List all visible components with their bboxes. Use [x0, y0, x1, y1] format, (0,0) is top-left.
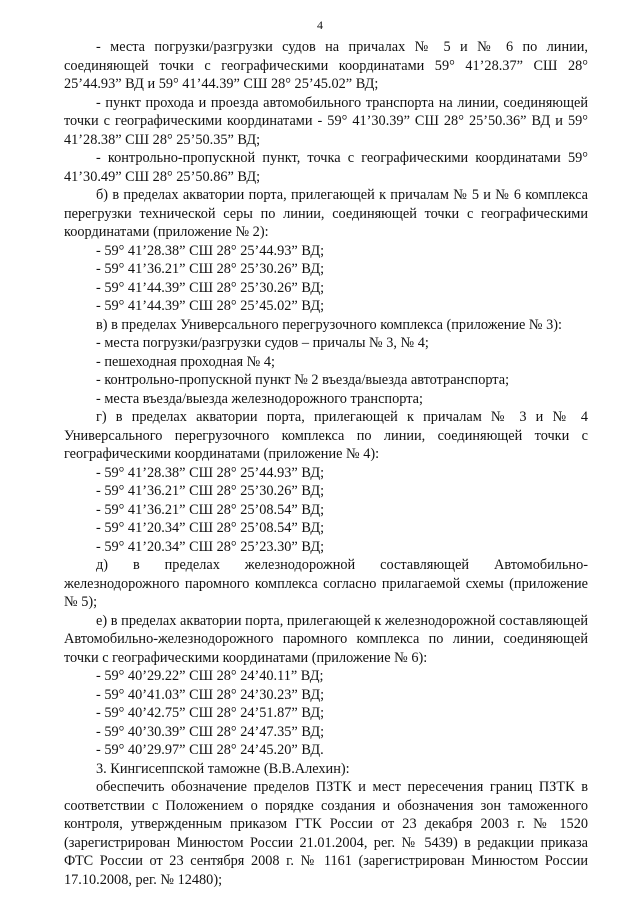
- paragraph: - места погрузки/разгрузки судов на причалах № 5 и № 6 по линии, соединяющей точки с географическими координатами 59° 41’28.37” СШ 28° 25’44.93” ВД и 59° 41’44.39” СШ 28° 25’45.02” ВД;: [64, 39, 588, 92]
- list-item: в) в пределах Универсального перегрузочного комплекса (приложение № 3):: [96, 316, 563, 333]
- list-item: - 59° 41’28.38” СШ 28° 25’44.93” ВД;: [96, 464, 325, 481]
- paragraph: е) в пределах акватории порта, прилегающей к железнодорожной составляющей Автомобильно-железнодорожного паромного комплекса по линии, соединяющей точки с географическими координатами (приложение № 6):: [64, 612, 588, 666]
- paragraph: д) в пределах железнодорожной составляющей Автомобильно-железнодорожного паромного комплекса согласно прилагаемой схемы (приложение № 5);: [64, 557, 588, 610]
- list-item: - 59° 41’20.34” СШ 28° 25’08.54” ВД;: [96, 520, 325, 536]
- paragraph: г) в пределах акватории порта, прилегающей к причалам № 3 и № 4 Универсального перегрузочного комплекса по линии, соединяющей точки с географическими координатами (приложение № 4):: [64, 409, 588, 462]
- paragraph: обеспечить обозначение пределов ПЗТК и мест пересечения границ ПЗТК в соответствии с Положением о порядке создания и обозначения зон таможенного контроля, утвержденным приказом ГТК России от 23 декабря 2003 г. № 1520 (зарегистрирован Минюстом России 21.01.2004, рег. № 5439) в редакции приказа ФТС России от 23 сентября 2008 г. № 1161 (зарегистрирован Минюстом России 17.10.2008, рег. № 12480);: [64, 779, 588, 888]
- list-item: 3. Кингисеппской таможне (В.В.Алехин):: [96, 760, 350, 777]
- list-item: - 59° 41’44.39” СШ 28° 25’30.26” ВД;: [96, 279, 325, 296]
- list-item: - 59° 40’30.39” СШ 28° 24’47.35” ВД;: [96, 723, 325, 740]
- list-item: - пешеходная проходная № 4;: [96, 353, 275, 370]
- list-item: - места погрузки/разгрузки судов – причалы № 3, № 4;: [96, 335, 429, 351]
- list-item: - 59° 41’44.39” СШ 28° 25’45.02” ВД;: [96, 298, 325, 314]
- list-item: - 59° 41’36.21” СШ 28° 25’08.54” ВД;: [96, 501, 325, 518]
- list-item: - 59° 40’41.03” СШ 28° 24’30.23” ВД;: [96, 686, 325, 703]
- list-item: - места въезда/выезда железнодорожного транспорта;: [96, 390, 423, 407]
- list-item: - 59° 41’28.38” СШ 28° 25’44.93” ВД;: [96, 242, 325, 259]
- paragraph: - пункт прохода и проезда автомобильного транспорта на линии, соединяющей точки с географическими координатами - 59° 41’30.39” СШ 28° 25’50.36” ВД и 59° 41’28.38” СШ 28° 25’50.35” ВД;: [64, 94, 588, 148]
- paragraph: - контрольно-пропускной пункт, точка с географическими координатами 59° 41’30.49” СШ 28° 25’50.86” ВД;: [64, 150, 588, 185]
- list-item: - контрольно-пропускной пункт № 2 въезда/выезда автотранспорта;: [96, 372, 510, 388]
- list-item: - 59° 41’36.21” СШ 28° 25’30.26” ВД;: [96, 483, 325, 499]
- list-item: - 59° 40’29.97” СШ 28° 24’45.20” ВД.: [96, 742, 324, 758]
- page-number: 4: [317, 18, 323, 32]
- list-item: - 59° 40’29.22” СШ 28° 24’40.11” ВД;: [96, 668, 324, 684]
- document-body: [64, 38, 588, 889]
- list-item: - 59° 41’20.34” СШ 28° 25’23.30” ВД;: [96, 538, 325, 555]
- list-item: - 59° 41’36.21” СШ 28° 25’30.26” ВД;: [96, 261, 325, 277]
- list-item: - 59° 40’42.75” СШ 28° 24’51.87” ВД;: [96, 705, 325, 721]
- paragraph: б) в пределах акватории порта, прилегающей к причалам № 5 и № 6 комплекса перегрузки технической серы по линии, соединяющей точки с географическими координатами (приложение № 2):: [64, 187, 588, 240]
